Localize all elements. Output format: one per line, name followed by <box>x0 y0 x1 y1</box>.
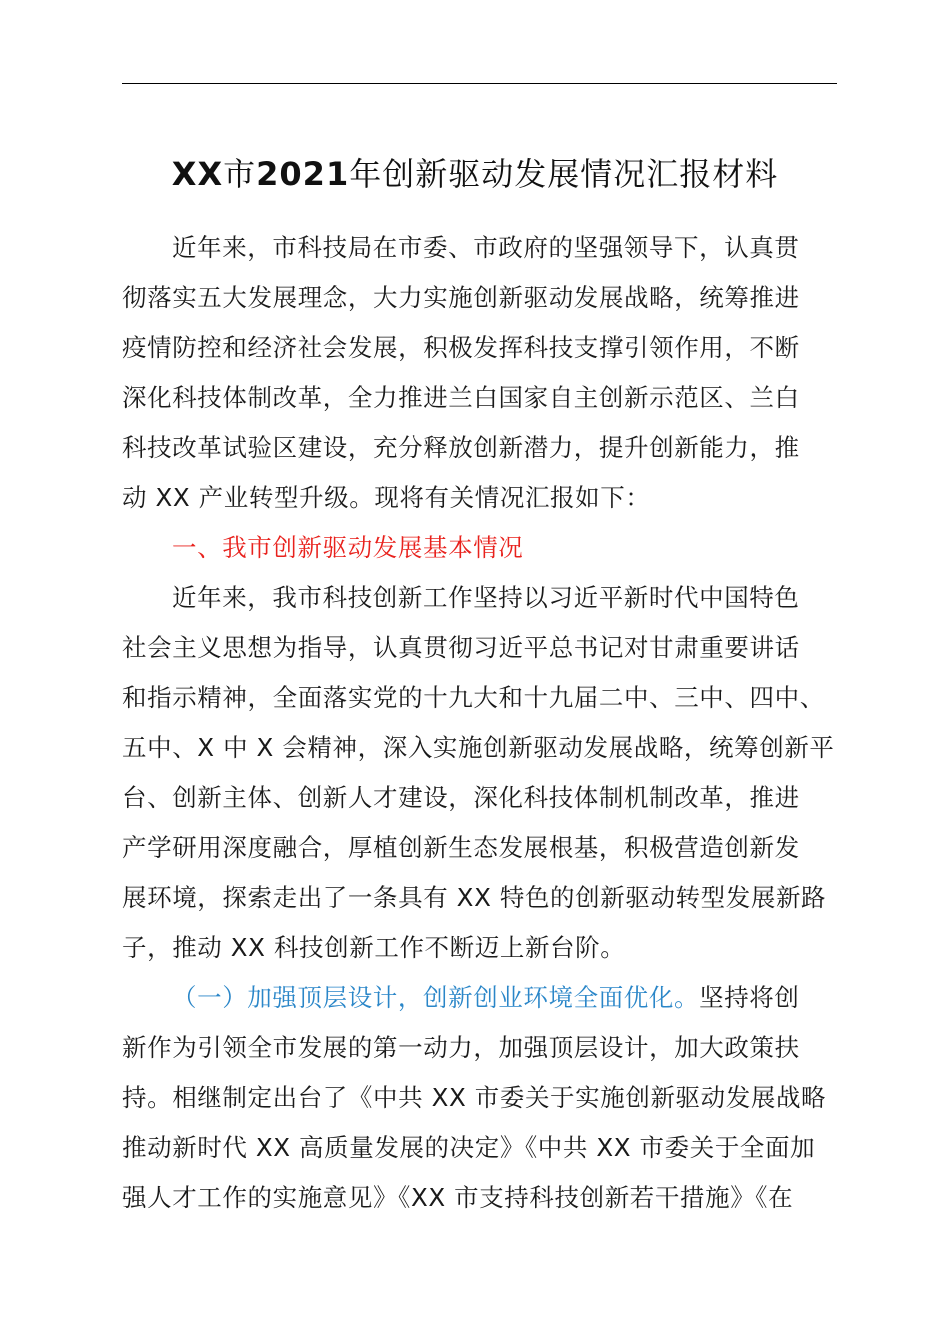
section-line: 和指示精神，全面落实党的十九大和十九届二中、三中、四中、 <box>122 683 825 712</box>
subsection-first-line <box>172 980 902 1016</box>
section-line: 近年来，我市科技创新工作坚持以习近平新时代中国特色 <box>172 583 800 612</box>
subsection-line: 推动新时代 XX 高质量发展的决定》《中共 XX 市委关于全面加 <box>122 1133 816 1162</box>
section-line: 展环境，探索走出了一条具有 XX 特色的创新驱动转型发展新路 <box>122 883 827 912</box>
subsection-line: 持。相继制定出台了《中共 XX 市委关于实施创新驱动发展战略 <box>122 1083 827 1112</box>
intro-line: 深化科技体制改革，全力推进兰白国家自主创新示范区、兰白 <box>122 383 800 412</box>
intro-line: 彻落实五大发展理念，大力实施创新驱动发展战略，统筹推进 <box>122 283 800 312</box>
section-line: 台、创新主体、创新人才建设，深化科技体制机制改革，推进 <box>122 783 800 812</box>
title-part1: 市 <box>223 155 257 193</box>
intro-line: 近年来，市科技局在市委、市政府的坚强领导下，认真贯 <box>172 233 800 262</box>
title-prefix: XX <box>171 155 224 193</box>
intro-line: 科技改革试验区建设，充分释放创新潜力，提升创新能力，推 <box>122 433 800 462</box>
title-year: 2021 <box>256 155 350 193</box>
intro-line: 疫情防控和经济社会发展，积极发挥科技支撑引领作用，不断 <box>122 333 800 362</box>
section-line: 产学研用深度融合，厚植创新生态发展根基，积极营造创新发 <box>122 833 800 862</box>
header-rule <box>122 83 837 84</box>
section-line: 社会主义思想为指导，认真贯彻习近平总书记对甘肃重要讲话 <box>122 633 800 662</box>
subsection-heading: （一）加强顶层设计，创新创业环境全面优化。 <box>172 983 700 1012</box>
intro-line: 动 XX 产业转型升级。现将有关情况汇报如下： <box>122 483 651 512</box>
subsection-line: 强人才工作的实施意见》《XX 市支持科技创新若干措施》《在 <box>122 1183 794 1212</box>
subsection-first-line-rest: 坚持将创 <box>699 983 800 1012</box>
title-part2: 年创新驱动发展情况汇报材料 <box>349 155 779 193</box>
section-line: 五中、X 中 X 会精神，深入实施创新驱动发展战略，统筹创新平 <box>122 733 835 762</box>
document-title <box>0 148 950 200</box>
subsection-line: 新作为引领全市发展的第一动力，加强顶层设计，加大政策扶 <box>122 1033 800 1062</box>
section-heading: 一、我市创新驱动发展基本情况 <box>172 533 524 562</box>
section-line: 子，推动 XX 科技创新工作不断迈上新台阶。 <box>122 933 626 962</box>
